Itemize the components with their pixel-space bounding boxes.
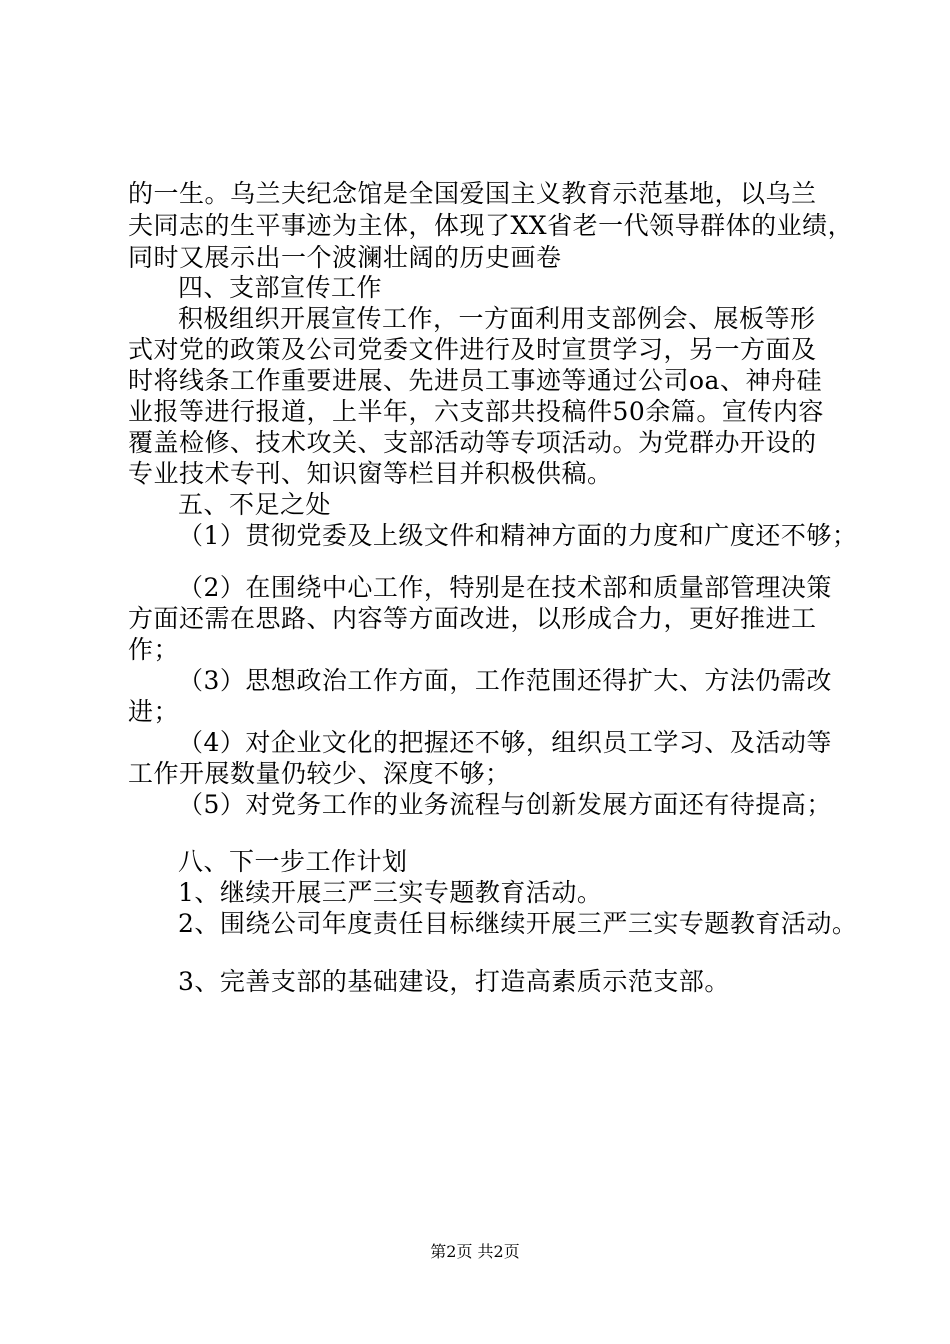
text-line: 时将线条工作重要进展、先进员工事迹等通过公司oa、神舟硅: [128, 366, 822, 395]
text-line: 夫同志的生平事迹为主体，体现了XX省老一代领导群体的业绩，: [128, 211, 854, 240]
text-line: 业报等进行报道，上半年，六支部共投稿件50余篇。宣传内容: [128, 397, 824, 426]
list-item: （3）思想政治工作方面，工作范围还得扩大、方法仍需改: [178, 666, 832, 695]
text-line: 专业技术专刊、知识窗等栏目并积极供稿。: [128, 459, 613, 488]
text-line: 覆盖检修、技术攻关、支部活动等专项活动。为党群办开设的: [128, 428, 817, 457]
list-item: 3、完善支部的基础建设，打造高素质示范支部。: [178, 967, 730, 996]
text-line: 作；: [128, 635, 180, 664]
list-item: 2、围绕公司年度责任目标继续开展三严三实专题教育活动。: [178, 909, 858, 938]
section-heading: 四、支部宣传工作: [178, 273, 383, 302]
text-line: 方面还需在思路、内容等方面改进，以形成合力，更好推进工: [128, 604, 817, 633]
text-line: 进；: [128, 697, 180, 726]
section-heading: 八、下一步工作计划: [178, 847, 408, 876]
text-line: 的一生。乌兰夫纪念馆是全国爱国主义教育示范基地，以乌兰: [128, 179, 817, 208]
list-item: （2）在围绕中心工作，特别是在技术部和质量部管理决策: [178, 573, 832, 602]
page-number-footer: 第2页 共2页: [430, 1242, 520, 1261]
text-line: 工作开展数量仍较少、深度不够；: [128, 759, 511, 788]
list-item: （4）对企业文化的把握还不够，组织员工学习、及活动等: [178, 728, 832, 757]
section-heading: 五、不足之处: [178, 490, 332, 519]
list-item: 1、继续开展三严三实专题教育活动。: [178, 878, 603, 907]
list-item: （5）对党务工作的业务流程与创新发展方面还有待提高；: [178, 790, 832, 819]
list-item: （1）贯彻党委及上级文件和精神方面的力度和广度还不够；: [178, 521, 858, 550]
text-line: 式对党的政策及公司党委文件进行及时宣贯学习，另一方面及: [128, 335, 817, 364]
text-line: 积极组织开展宣传工作，一方面利用支部例会、展板等形: [178, 304, 816, 333]
text-line: 同时又展示出一个波澜壮阔的历史画卷: [128, 243, 562, 272]
